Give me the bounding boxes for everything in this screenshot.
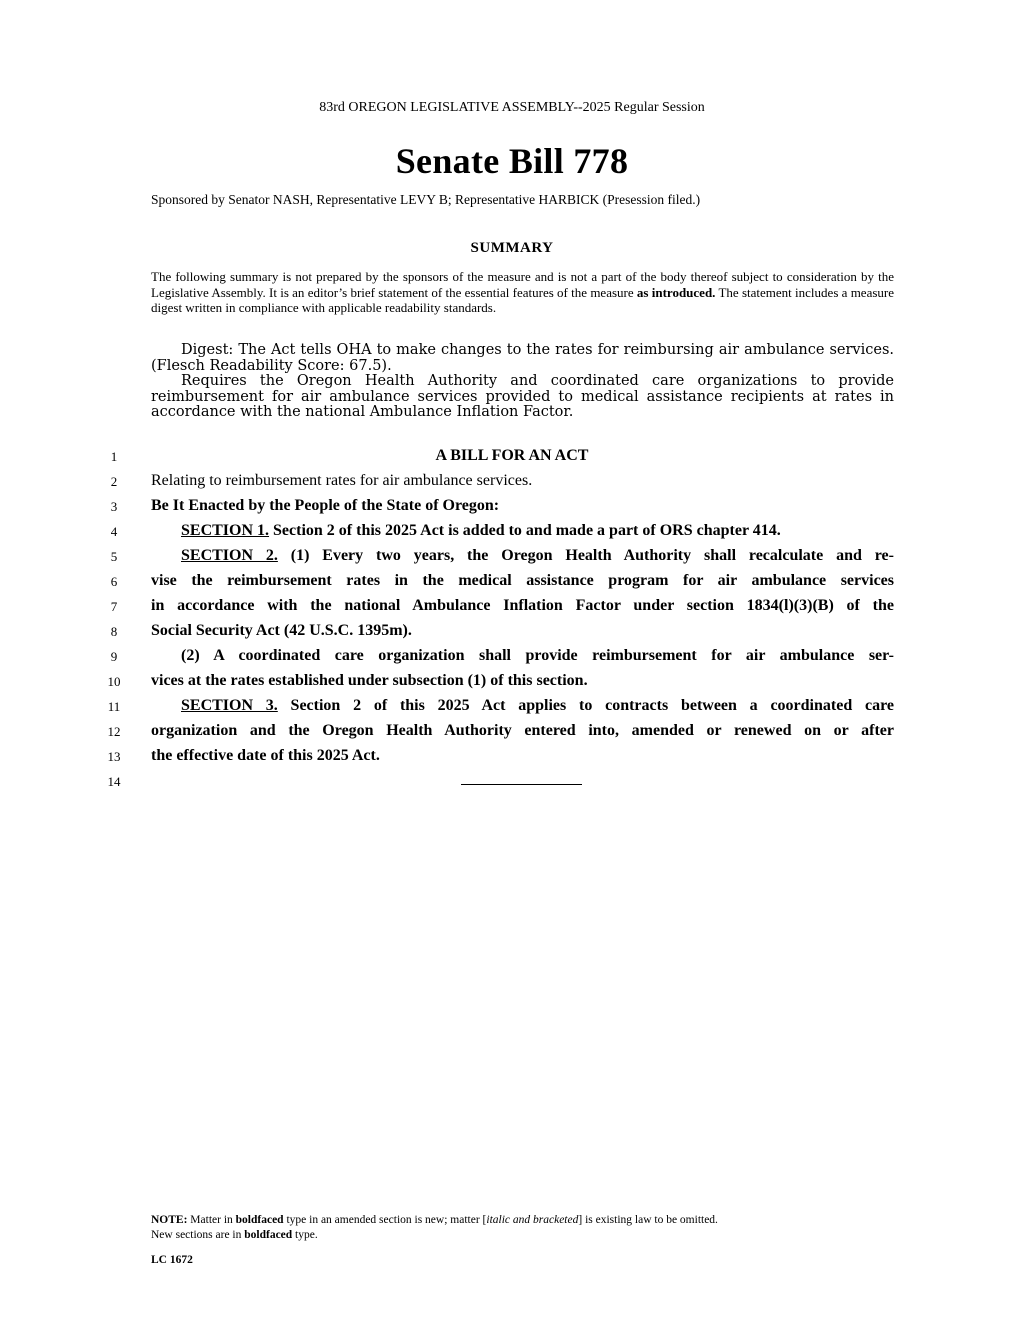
section-1: SECTION 1. Section 2 of this 2025 Act is added to and made a part of ORS chapter 414.	[181, 522, 781, 539]
bill-line	[0, 696, 1024, 721]
bill-line	[0, 596, 1024, 621]
section-3-line: the effective date of this 2025 Act.	[151, 747, 380, 764]
bill-line	[0, 621, 1024, 646]
lc-number: LC 1672	[151, 1254, 193, 1266]
session-header: 83rd OREGON LEGISLATIVE ASSEMBLY--2025 Regular Session	[319, 100, 705, 115]
bill-line	[0, 671, 1024, 696]
section-2-line: in accordance with the national Ambulance Inflation Factor under section 1834(l)(3)(B) of the	[151, 597, 894, 614]
line-number: 1	[110, 449, 118, 464]
bill-line	[0, 571, 1024, 596]
line-number: 10	[107, 674, 121, 689]
bill-line	[0, 546, 1024, 571]
line-number: 3	[110, 499, 118, 514]
section-2-label: SECTION 2.	[181, 547, 278, 564]
line-number: 11	[107, 699, 121, 714]
line-number: 13	[107, 749, 121, 764]
bill-line	[0, 721, 1024, 746]
bill-heading: A BILL FOR AN ACT	[435, 447, 589, 464]
enacting-clause: Be It Enacted by the People of the State of Oregon:	[151, 497, 500, 514]
section-2-line: Social Security Act (42 U.S.C. 1395m).	[151, 622, 412, 639]
bill-title: Senate Bill 778	[395, 141, 629, 181]
line-number: 9	[110, 649, 118, 664]
section-3-line: SECTION 3. Section 2 of this 2025 Act applies to contracts between a coordinated care	[181, 697, 894, 714]
section-2-line: (2) A coordinated care organization shall provide reimbursement for air ambulance ser-	[181, 647, 894, 664]
line-number: 14	[107, 774, 121, 789]
bill-line	[0, 496, 1024, 521]
bill-line	[0, 646, 1024, 671]
line-number: 8	[110, 624, 118, 639]
footer-note: NOTE: Matter in boldfaced type in an amended section is new; matter [italic and bracketed] is existing law to be omitted. New sections are in boldfaced type.	[151, 1214, 718, 1241]
summary-heading: SUMMARY	[470, 240, 554, 256]
sponsors-line: Sponsored by Senator NASH, Representative LEVY B; Representative HARBICK (Presession filed.)	[151, 192, 701, 207]
bill-line	[0, 521, 1024, 546]
section-3-line: organization and the Oregon Health Authority entered into, amended or renewed on or after	[151, 722, 894, 739]
line-number: 7	[110, 599, 118, 614]
bill-line	[0, 446, 1024, 471]
summary-text: The following summary is not prepared by the sponsors of the measure and is not a part of the body thereof subject to consideration by the Legislative Assembly. It is an editor’s brief statement of the essential features of the measure as introduced. The statement includes a measure digest written in compliance with applicable readability standards.	[151, 269, 895, 315]
section-3-label: SECTION 3.	[181, 697, 278, 714]
line-number: 6	[110, 574, 118, 589]
section-2-line: vices at the rates established under subsection (1) of this section.	[151, 672, 588, 689]
relating-clause: Relating to reimbursement rates for air ambulance services.	[151, 472, 533, 489]
section-2-line: vise the reimbursement rates in the medical assistance program for air ambulance services	[151, 572, 894, 589]
digest-detail: Requires the Oregon Health Authority and coordinated care organizations to provide reimbursement for air ambulance services provided to medical assistance recipients at rates in accordance with the national Ambulance Inflation Factor.	[151, 373, 894, 420]
digest-text: Digest: The Act tells OHA to make changes to the rates for reimbursing air ambulance services. (Flesch Readability Score: 67.5).	[151, 342, 894, 374]
line-number: 5	[110, 549, 118, 564]
line-number: 12	[107, 724, 121, 739]
line-number: 2	[110, 474, 118, 489]
digest-block	[151, 343, 894, 421]
section-1-label: SECTION 1.	[181, 522, 270, 539]
line-number: 4	[110, 524, 118, 539]
end-rule	[461, 784, 582, 785]
section-2-line: SECTION 2. (1) Every two years, the Oregon Health Authority shall recalculate and re-	[181, 547, 894, 564]
bill-line	[0, 471, 1024, 496]
bill-line	[0, 746, 1024, 771]
